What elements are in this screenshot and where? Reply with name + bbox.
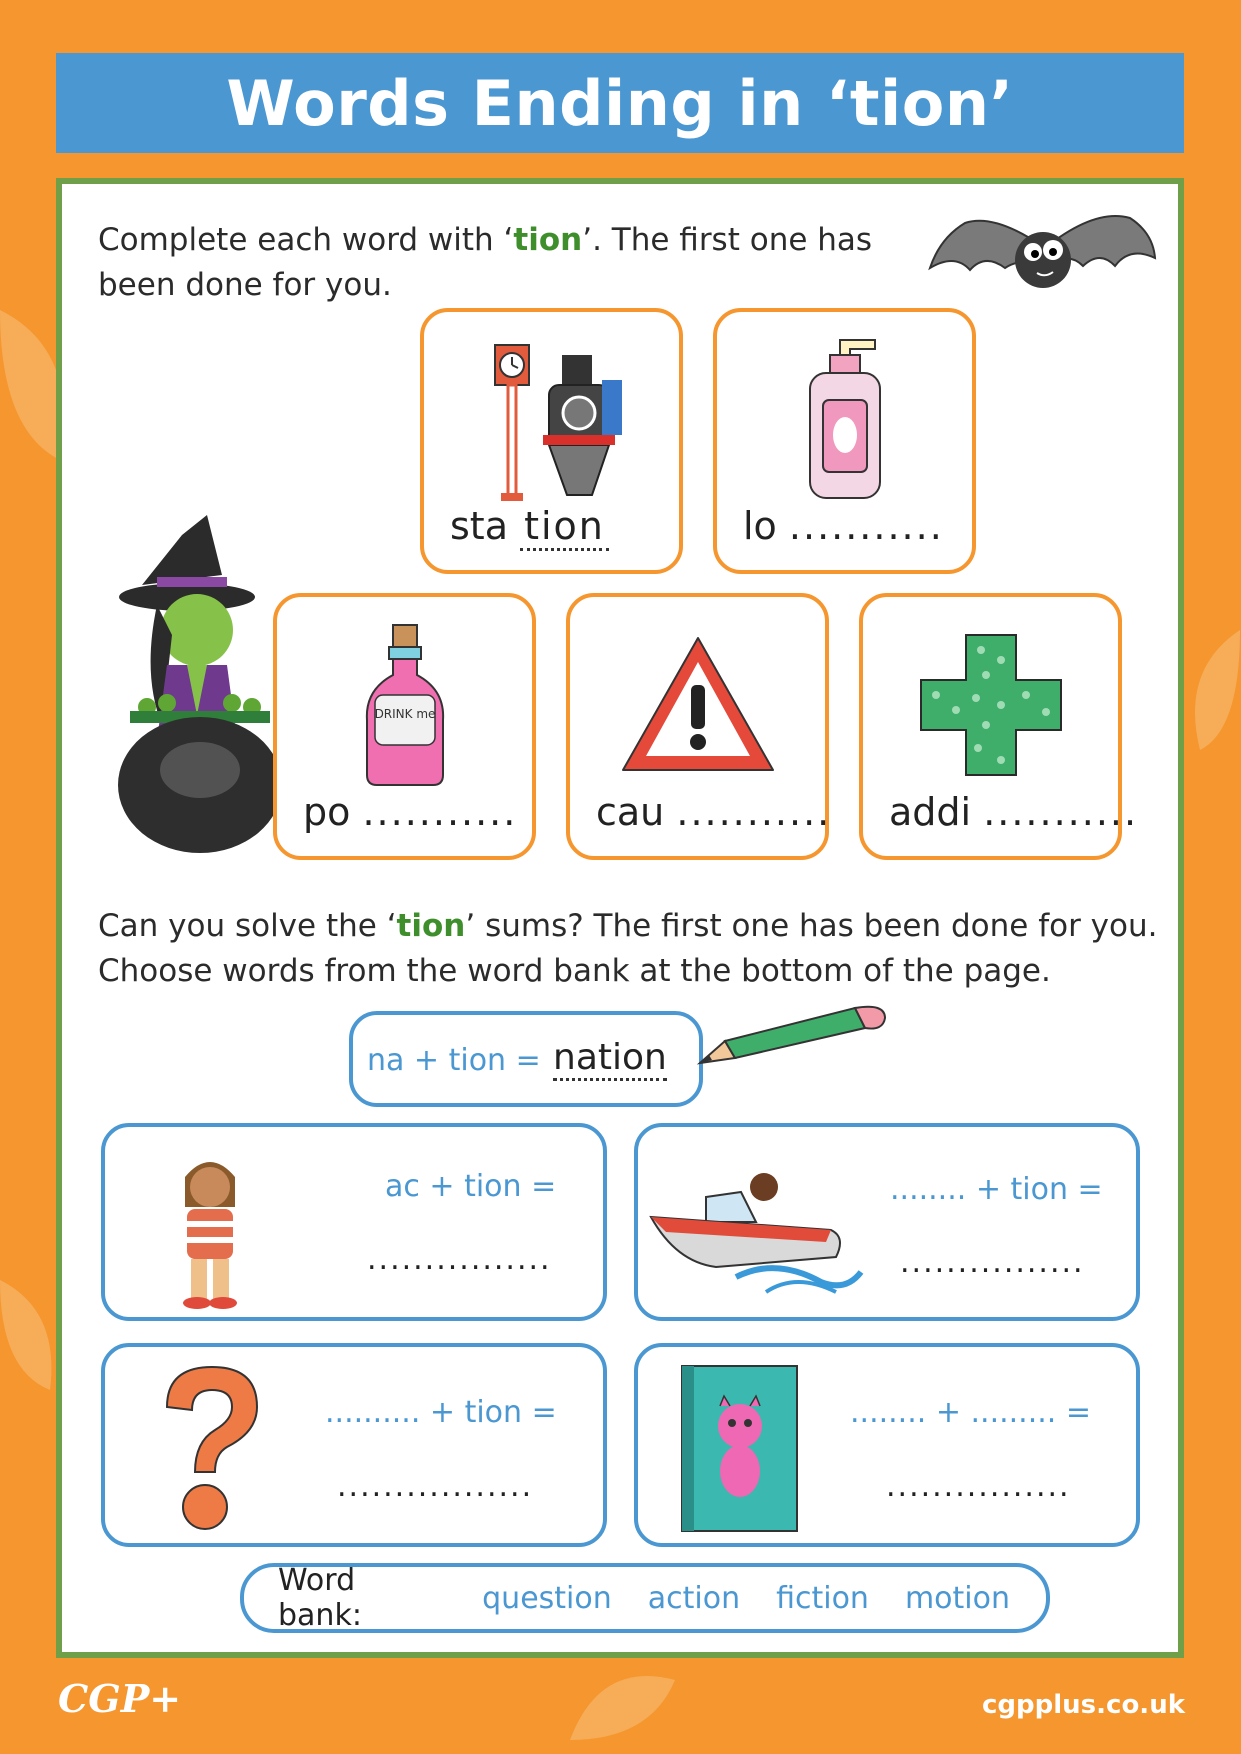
example-sum: na + tion = <box>367 1043 541 1078</box>
potion-bottle-icon <box>277 615 532 795</box>
answer-blank[interactable]: ........... <box>788 504 944 548</box>
sum-prompt: ........ + tion = <box>890 1172 1103 1207</box>
book-icon <box>672 1361 807 1537</box>
potion-label: DRINK me <box>374 707 435 721</box>
pencil-icon <box>695 1003 890 1073</box>
word-stem: lo <box>743 504 777 548</box>
word-card-caution <box>566 593 832 860</box>
word-card-lotion <box>713 308 976 574</box>
speedboat-icon <box>646 1162 871 1312</box>
highlight-tion: tion <box>396 908 466 944</box>
example-sum-card <box>349 1011 703 1107</box>
title-banner <box>56 53 1184 153</box>
sum-prompt: ac + tion = <box>385 1169 557 1204</box>
leaf-decoration <box>1180 620 1240 760</box>
word-card-station <box>420 308 683 574</box>
instruction-text: been done for you. <box>98 267 392 303</box>
page-title: Words Ending in ‘tion’ <box>226 66 1014 140</box>
word-line <box>889 790 1138 834</box>
child-icon <box>165 1147 255 1312</box>
logo-text: CGP+ <box>58 1676 182 1721</box>
sum-card-fiction <box>634 1343 1140 1547</box>
word-bank <box>240 1563 1050 1633</box>
answer-blank[interactable]: ................. <box>337 1469 534 1504</box>
cgp-logo <box>58 1676 181 1721</box>
answer-blank[interactable]: ................ <box>367 1242 552 1277</box>
word-line <box>596 790 831 834</box>
leaf-decoration <box>560 1660 680 1750</box>
bat-icon <box>925 208 1160 308</box>
question-mark-icon <box>157 1362 267 1537</box>
instruction-text: Complete each word with ‘ <box>98 222 514 258</box>
word-card-potion <box>273 593 536 860</box>
instruction-text: ’. The first one has <box>582 222 873 258</box>
word-bank-item: fiction <box>776 1580 869 1616</box>
instruction-2 <box>98 904 1158 994</box>
addition-plus-icon <box>863 615 1118 795</box>
sum-card-question <box>101 1343 607 1547</box>
word-answer: tion <box>520 504 609 551</box>
word-bank-item: motion <box>904 1580 1010 1616</box>
word-bank-item: question <box>482 1580 612 1616</box>
lotion-bottle-icon <box>717 330 972 510</box>
answer-blank[interactable]: ................ <box>900 1245 1085 1280</box>
answer-blank[interactable]: ........... <box>983 790 1139 834</box>
sum-prompt: .......... + tion = <box>325 1395 557 1430</box>
answer-blank[interactable]: ........... <box>676 790 832 834</box>
word-card-addition <box>859 593 1139 860</box>
instruction-text: Can you solve the ‘ <box>98 908 397 944</box>
highlight-tion: tion <box>513 222 583 258</box>
word-bank-label: Word bank: <box>278 1563 362 1633</box>
instruction-1 <box>98 218 872 308</box>
word-line <box>450 504 609 548</box>
word-bank-item: action <box>647 1580 741 1616</box>
word-line <box>303 790 517 834</box>
word-line <box>743 504 944 548</box>
clock-and-train-icon <box>424 330 679 510</box>
instruction-text: ’ sums? The first one has been done for you. <box>465 908 1158 944</box>
answer-blank[interactable]: ........... <box>362 790 518 834</box>
answer-blank[interactable]: ................ <box>886 1469 1071 1504</box>
caution-sign-icon <box>570 615 825 795</box>
website-url[interactable]: cgpplus.co.uk <box>982 1690 1185 1720</box>
word-stem: sta <box>450 504 508 548</box>
word-stem: addi <box>889 790 972 834</box>
instruction-text: Choose words from the word bank at the bottom of the page. <box>98 953 1051 989</box>
example-answer: nation <box>553 1037 667 1081</box>
word-stem: cau <box>596 790 665 834</box>
sum-card-motion <box>634 1123 1140 1321</box>
word-stem: po <box>303 790 351 834</box>
sum-card-action <box>101 1123 607 1321</box>
sum-prompt: ........ + ......... = <box>850 1395 1091 1430</box>
witch-with-cauldron-icon <box>112 515 287 860</box>
leaf-decoration <box>0 1270 60 1400</box>
